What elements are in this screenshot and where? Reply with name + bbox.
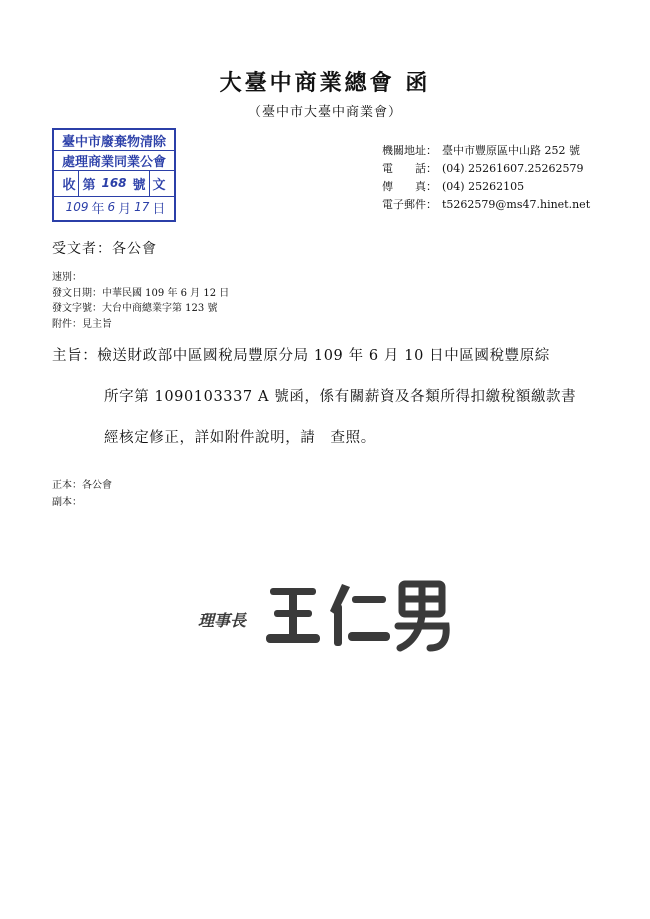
contact-address-value: 臺中市豐原區中山路 252 號 <box>442 144 580 157</box>
stamp-date-day: 17 <box>134 200 150 214</box>
stamp-date-year: 109 <box>65 200 89 214</box>
meta-attachment: 附件：見主旨 <box>52 318 112 330</box>
stamp-receive-wen: 文 <box>152 177 166 193</box>
stamp-date-ri: 日 <box>152 201 166 217</box>
stamp-org-line1: 臺中市廢棄物清除 <box>54 130 174 151</box>
contact-fax-value: (04) 25262105 <box>442 180 525 193</box>
stamp-receive-hao: 號 <box>132 177 146 193</box>
stamp-date-row <box>54 196 174 218</box>
contact-address-label: 機關地址： <box>382 144 437 157</box>
receipt-stamp <box>52 128 176 222</box>
stamp-receive-row <box>54 170 174 197</box>
contact-phone-label: 電 話： <box>382 162 437 175</box>
chairman-signature <box>196 574 456 654</box>
dispatch-meta <box>52 270 229 332</box>
contact-block <box>382 142 590 214</box>
copies-block <box>52 477 112 511</box>
contact-email <box>382 196 590 214</box>
subject-line-1: 主旨：檢送財政部中區國稅局豐原分局 109 年 6 月 10 日中區國稅豐原綜 <box>52 348 550 364</box>
meta-date: 發文日期：中華民國 109 年 6 月 12 日 <box>52 287 230 299</box>
contact-email-value: t5262579@ms47.hinet.net <box>442 198 591 211</box>
recipient-line: 受文者：各公會 <box>52 241 157 257</box>
contact-email-label: 電子郵件： <box>382 198 437 211</box>
stamp-date-yue: 月 <box>118 201 132 217</box>
subject-line-2: 所字第 1090103337 A 號函，係有關薪資及各類所得扣繳稅額繳款書 <box>104 389 577 405</box>
stamp-receive-number: 168 <box>101 176 127 190</box>
subject-line-3: 經核定修正，詳如附件說明，請 查照。 <box>104 430 376 446</box>
contact-fax <box>382 178 590 196</box>
stamp-receive-prefix: 收 <box>62 177 76 193</box>
meta-speed: 速別： <box>52 272 82 283</box>
contact-address <box>382 142 590 160</box>
copies-secondary: 副本： <box>52 497 82 508</box>
document-title: 大臺中商業總會 函 <box>219 70 431 96</box>
contact-phone-value: (04) 25261607.25262579 <box>442 162 584 175</box>
copies-primary: 正本：各公會 <box>52 480 112 491</box>
document-subtitle: （臺中市大臺中商業會） <box>247 105 402 120</box>
stamp-date-nian: 年 <box>91 201 105 217</box>
svg-text:理事長: 理事長 <box>198 611 247 630</box>
stamp-receive-di: 第 <box>82 177 96 193</box>
meta-number: 發文字號：大台中商總業字第 123 號 <box>52 303 218 314</box>
contact-phone <box>382 160 590 178</box>
stamp-date-month: 6 <box>107 200 116 214</box>
stamp-org-line2: 處理商業同業公會 <box>54 150 174 171</box>
contact-fax-label: 傳 真： <box>382 180 437 193</box>
